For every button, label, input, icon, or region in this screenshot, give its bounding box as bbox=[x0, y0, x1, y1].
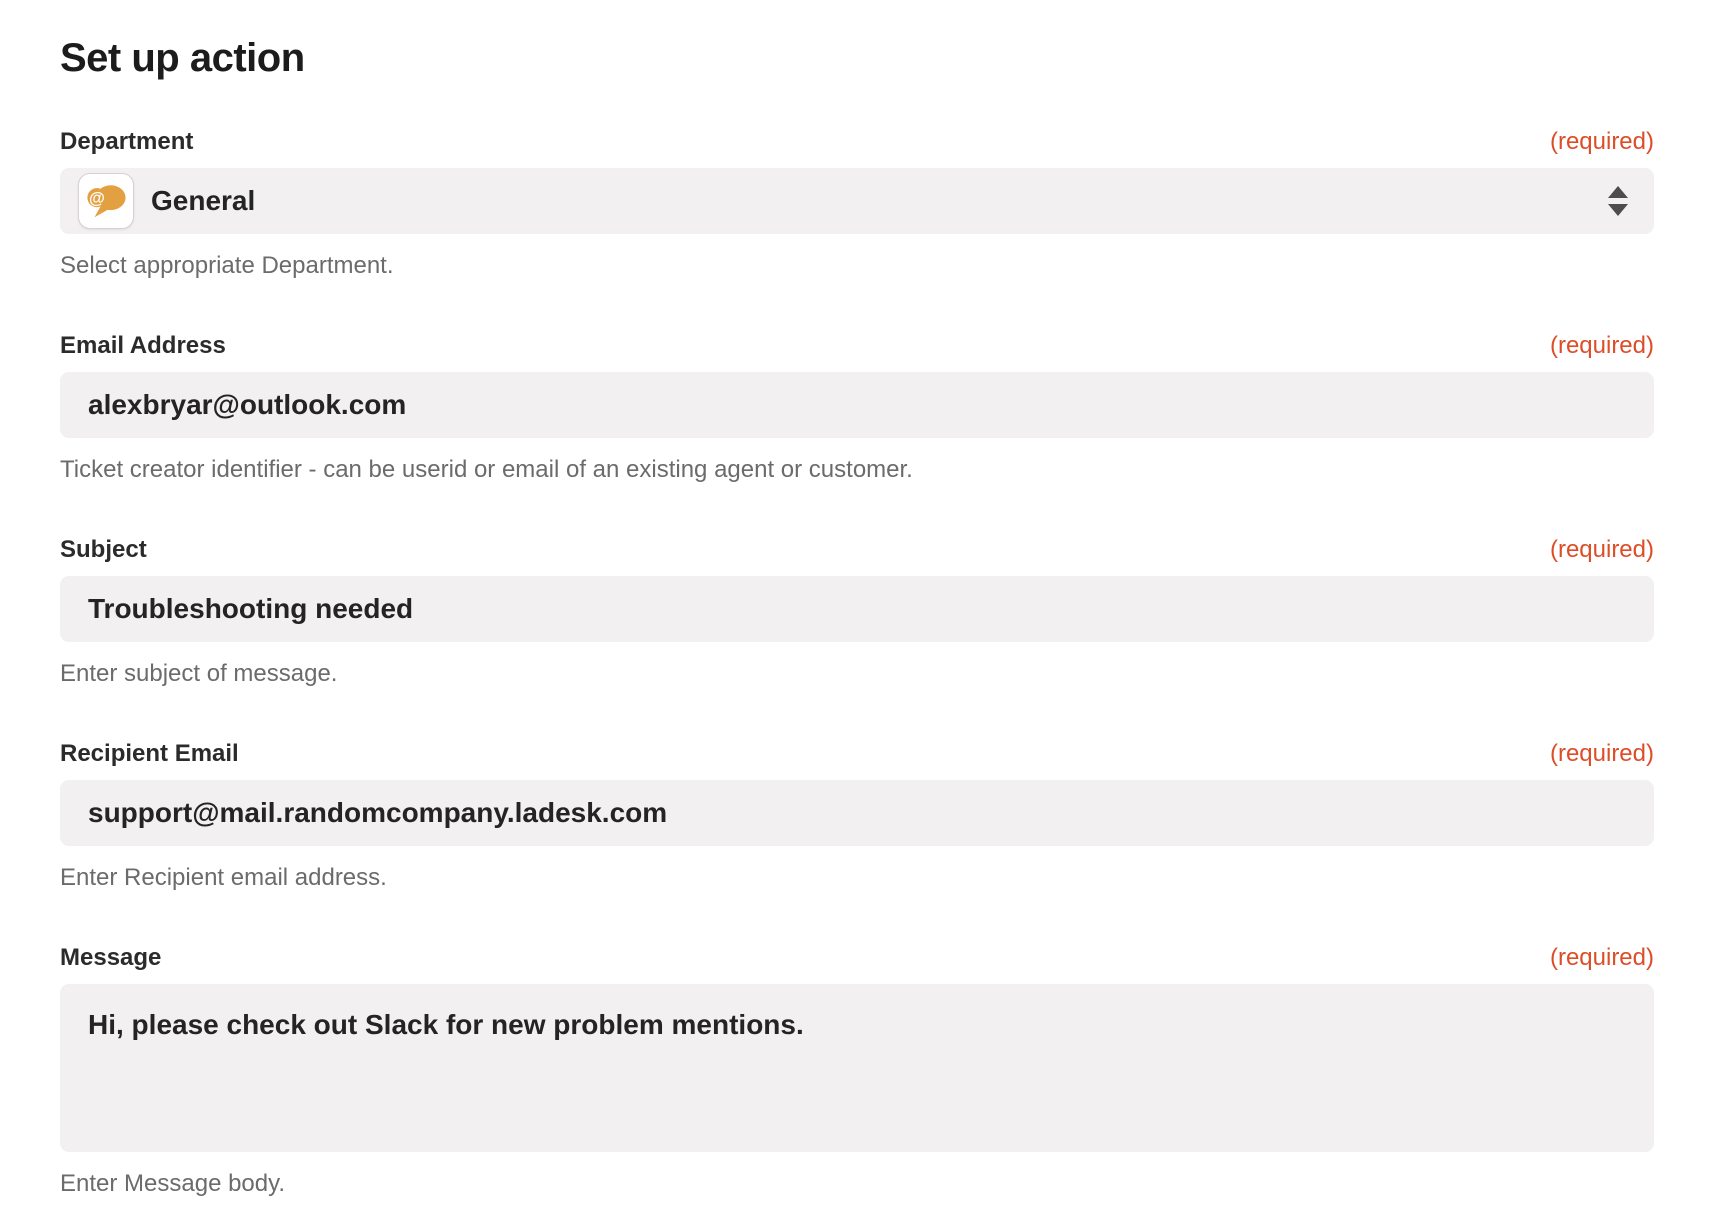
department-label-row bbox=[60, 128, 1654, 156]
department-label: Department bbox=[60, 128, 194, 155]
department-required-badge: (required) bbox=[1549, 128, 1654, 155]
message-help-text: Enter Message body. bbox=[60, 1170, 286, 1197]
subject-label-row bbox=[60, 536, 1654, 564]
svg-text:@: @ bbox=[89, 189, 105, 208]
field-subject bbox=[60, 536, 1654, 688]
department-selected-value: General bbox=[151, 185, 256, 216]
message-required-badge: (required) bbox=[1549, 944, 1654, 971]
page-title: Set up action bbox=[60, 36, 305, 80]
field-department bbox=[60, 128, 1654, 280]
subject-input[interactable] bbox=[60, 576, 1654, 642]
email-address-label: Email Address bbox=[60, 332, 226, 359]
liveagent-app-icon bbox=[78, 173, 134, 229]
message-label: Message bbox=[60, 944, 162, 971]
field-recipient-email bbox=[60, 740, 1654, 892]
subject-required-badge: (required) bbox=[1549, 536, 1654, 563]
select-updown-icon bbox=[1606, 185, 1630, 217]
subject-label: Subject bbox=[60, 536, 147, 563]
message-textarea[interactable] bbox=[60, 984, 1654, 1152]
recipient-email-input[interactable] bbox=[60, 780, 1654, 846]
department-select[interactable] bbox=[60, 168, 1654, 234]
field-email-address bbox=[60, 332, 1654, 484]
recipient-email-required-badge: (required) bbox=[1549, 740, 1654, 767]
email-address-required-badge: (required) bbox=[1549, 332, 1654, 359]
department-help-text: Select appropriate Department. bbox=[60, 252, 394, 279]
email-address-input[interactable] bbox=[60, 372, 1654, 438]
subject-help-text: Enter subject of message. bbox=[60, 660, 338, 687]
message-label-row bbox=[60, 944, 1654, 972]
email-address-label-row bbox=[60, 332, 1654, 360]
email-address-help-text: Ticket creator identifier - can be userid or email of an existing agent or customer. bbox=[60, 456, 913, 483]
field-message bbox=[60, 944, 1654, 1198]
recipient-email-label-row bbox=[60, 740, 1654, 768]
recipient-email-help-text: Enter Recipient email address. bbox=[60, 864, 387, 891]
recipient-email-label: Recipient Email bbox=[60, 740, 239, 767]
